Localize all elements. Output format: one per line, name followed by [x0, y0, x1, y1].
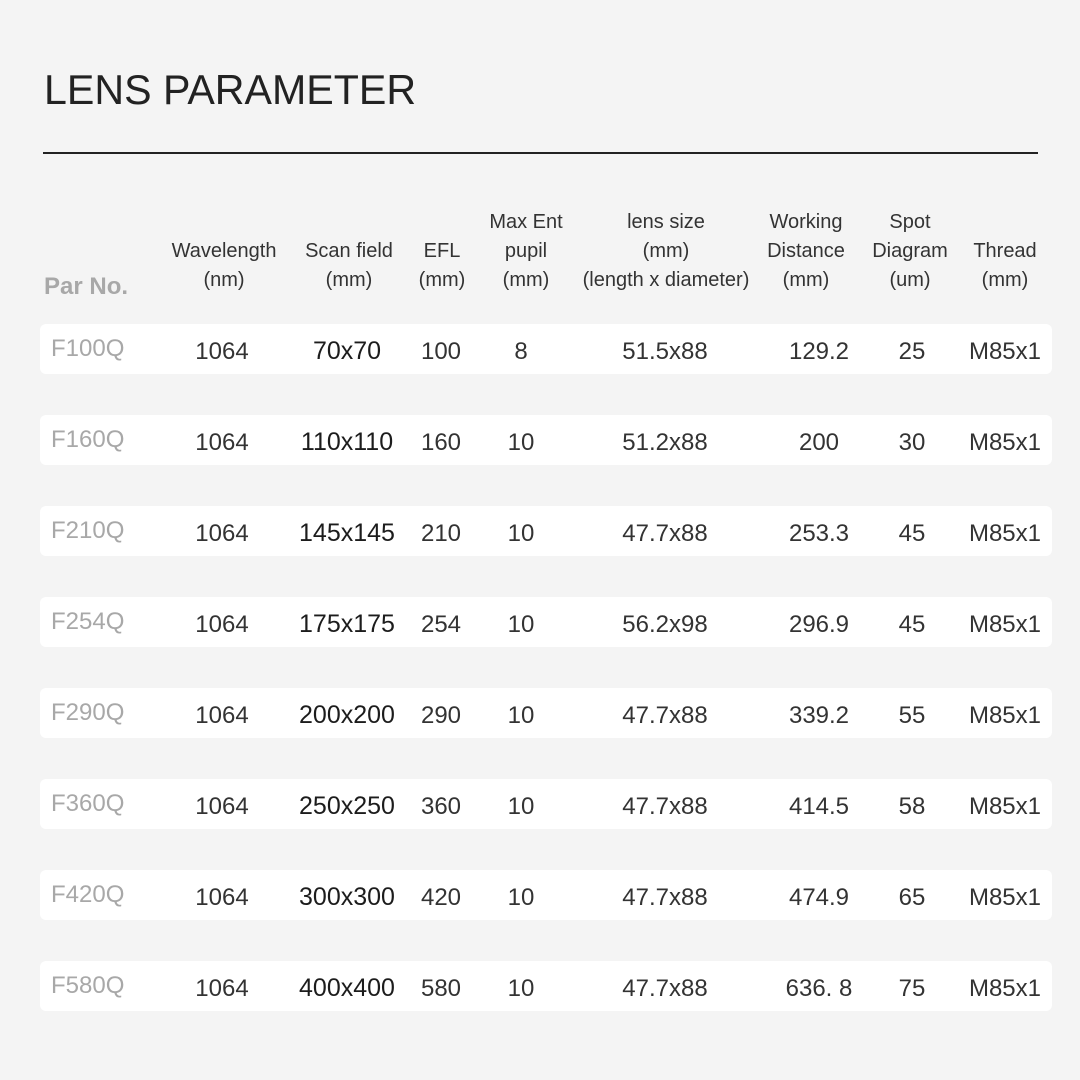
cell-max-ent-pupil: 10: [507, 702, 535, 729]
cell-scan-field: 110x110: [300, 428, 394, 456]
header-scan-field: Scan field (mm): [305, 240, 393, 291]
cell-lens-size: 47.7x88: [622, 702, 708, 729]
cell-wavelength: 1064: [195, 520, 249, 547]
cell-thread: M85x1: [968, 429, 1042, 456]
cell-lens-size: 51.2x88: [622, 429, 708, 456]
cell-working-distance: 296.9: [788, 611, 850, 638]
table-row: [40, 961, 1052, 1011]
table-row: [40, 779, 1052, 829]
cell-spot-diagram: 75: [898, 975, 926, 1002]
title-divider: [43, 152, 1038, 154]
cell-working-distance: 474.9: [788, 884, 850, 911]
cell-wavelength: 1064: [195, 338, 249, 365]
cell-max-ent-pupil: 10: [507, 520, 535, 547]
table-row: [40, 415, 1052, 465]
cell-scan-field: 250x250: [299, 792, 395, 820]
cell-scan-field: 200x200: [299, 701, 395, 729]
cell-par-no: F290Q: [51, 699, 125, 726]
table-row: [40, 688, 1052, 738]
cell-efl: 420: [420, 884, 462, 911]
cell-lens-size: 47.7x88: [622, 520, 708, 547]
cell-thread: M85x1: [968, 611, 1042, 638]
cell-lens-size: 47.7x88: [622, 884, 708, 911]
table-row: [40, 870, 1052, 920]
table-row: [40, 506, 1052, 556]
cell-wavelength: 1064: [195, 429, 249, 456]
cell-par-no: F420Q: [51, 881, 125, 908]
cell-wavelength: 1064: [195, 611, 249, 638]
cell-wavelength: 1064: [195, 975, 249, 1002]
cell-lens-size: 56.2x98: [622, 611, 708, 638]
cell-spot-diagram: 45: [898, 611, 926, 638]
cell-wavelength: 1064: [195, 702, 249, 729]
cell-max-ent-pupil: 10: [507, 975, 535, 1002]
cell-scan-field: 175x175: [299, 610, 395, 638]
cell-working-distance: 339.2: [788, 702, 850, 729]
table-header: [0, 205, 1080, 305]
header-working-distance: Working Distance (mm): [767, 211, 845, 291]
cell-thread: M85x1: [968, 338, 1042, 365]
cell-working-distance: 414.5: [788, 793, 850, 820]
cell-par-no: F210Q: [51, 517, 125, 544]
cell-spot-diagram: 25: [898, 338, 926, 365]
cell-scan-field: 400x400: [299, 974, 395, 1002]
cell-par-no: F360Q: [51, 790, 125, 817]
cell-efl: 254: [420, 611, 462, 638]
header-wavelength: Wavelength (nm): [171, 240, 277, 291]
cell-spot-diagram: 45: [898, 520, 926, 547]
cell-thread: M85x1: [968, 975, 1042, 1002]
cell-thread: M85x1: [968, 793, 1042, 820]
cell-working-distance: 253.3: [788, 520, 850, 547]
cell-working-distance: 200: [798, 429, 840, 456]
cell-efl: 210: [420, 520, 462, 547]
cell-spot-diagram: 58: [898, 793, 926, 820]
cell-thread: M85x1: [968, 702, 1042, 729]
cell-scan-field: 145x145: [299, 519, 395, 547]
cell-wavelength: 1064: [195, 884, 249, 911]
cell-efl: 290: [420, 702, 462, 729]
cell-max-ent-pupil: 10: [507, 429, 535, 456]
cell-lens-size: 51.5x88: [622, 338, 708, 365]
cell-scan-field: 70x70: [312, 337, 382, 365]
cell-spot-diagram: 30: [898, 429, 926, 456]
cell-scan-field: 300x300: [299, 883, 395, 911]
cell-lens-size: 47.7x88: [622, 975, 708, 1002]
header-spot-diagram: Spot Diagram (um): [872, 211, 948, 291]
cell-working-distance: 129.2: [788, 338, 850, 365]
header-thread: Thread (mm): [973, 240, 1037, 291]
header-par-no: Par No.: [44, 273, 129, 300]
cell-efl: 160: [420, 429, 462, 456]
cell-max-ent-pupil: 10: [507, 793, 535, 820]
cell-efl: 100: [420, 338, 462, 365]
table-row: [40, 597, 1052, 647]
cell-lens-size: 47.7x88: [622, 793, 708, 820]
cell-par-no: F100Q: [51, 335, 125, 362]
cell-par-no: F160Q: [51, 426, 125, 453]
cell-spot-diagram: 65: [898, 884, 926, 911]
cell-max-ent-pupil: 10: [507, 884, 535, 911]
cell-working-distance: 636. 8: [785, 975, 853, 1002]
cell-wavelength: 1064: [195, 793, 249, 820]
page-title: LENS PARAMETER: [44, 66, 417, 113]
header-efl: EFL (mm): [418, 240, 466, 291]
cell-par-no: F254Q: [51, 608, 125, 635]
header-lens-size: lens size (mm) (length x diameter): [582, 211, 750, 291]
cell-max-ent-pupil: 10: [507, 611, 535, 638]
cell-efl: 360: [420, 793, 462, 820]
cell-max-ent-pupil: 8: [514, 338, 528, 365]
cell-par-no: F580Q: [51, 972, 125, 999]
table-row: [40, 324, 1052, 374]
cell-thread: M85x1: [968, 520, 1042, 547]
header-max-ent-pupil: Max Ent pupil (mm): [489, 211, 563, 291]
cell-thread: M85x1: [968, 884, 1042, 911]
cell-spot-diagram: 55: [898, 702, 926, 729]
cell-efl: 580: [420, 975, 462, 1002]
